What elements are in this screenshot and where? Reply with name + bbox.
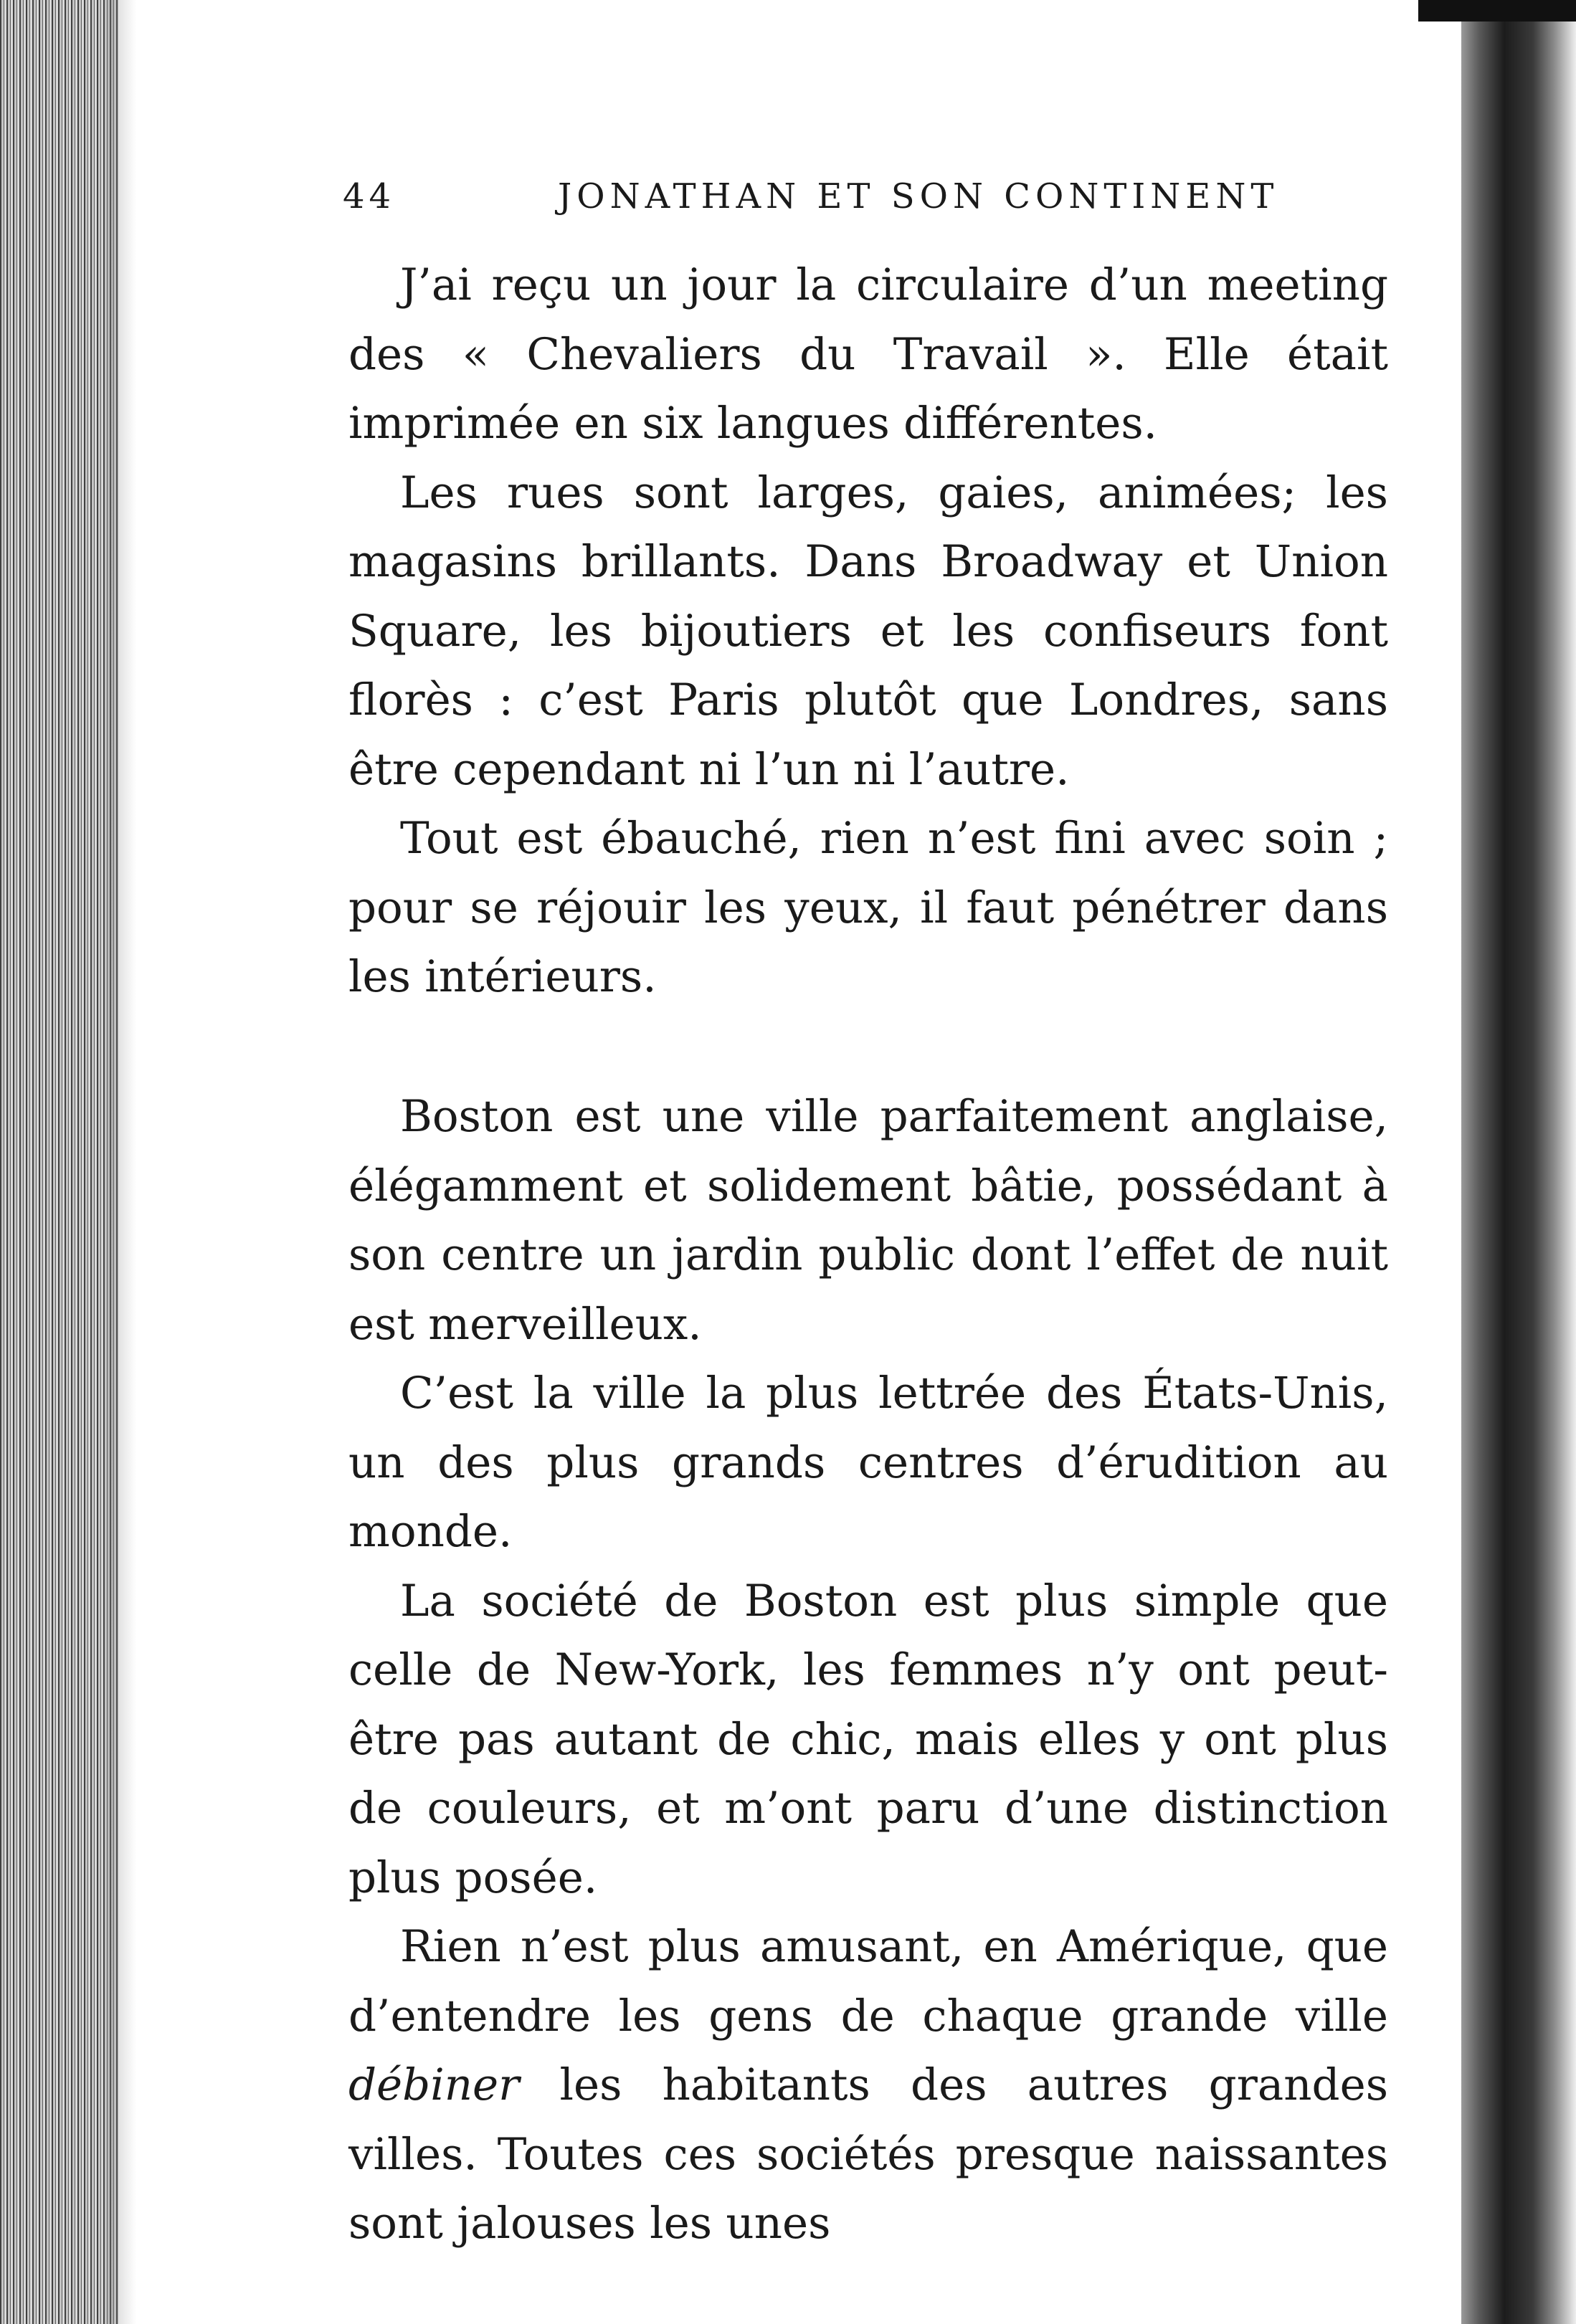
paragraph-last [348, 1913, 1388, 2259]
text-section-2 [348, 1082, 1388, 2259]
paragraph-text: les habitants des autres grandes villes. Toutes ces sociétés presque naissantes sont jalouses les unes [348, 2059, 1388, 2249]
paragraph-text: Rien n’est plus amusant, en Amérique, que d’entendre les gens de chaque grande ville [348, 1921, 1388, 2042]
emphasized-word: débiner [348, 2059, 520, 2110]
gutter-shadow [108, 0, 136, 2324]
binding-edge [1461, 0, 1576, 2324]
paragraph: C’est la ville la plus lettrée des États-Unis, un des plus grands centres d’érudition au monde. [348, 1368, 1388, 1557]
page-header [343, 176, 1390, 219]
paragraph: Les rues sont larges, gaies, animées; les magasins brillants. Dans Broadway et Union Square, les bijoutiers et les confiseurs font florès : c’est Paris plutôt que Londres, sans être cependant ni l’un ni l’autre. [348, 467, 1388, 795]
paragraph: Tout est ébauché, rien n’est fini avec soin ; pour se réjouir les yeux, il faut pénétrer dans les intérieurs. [348, 813, 1388, 1002]
text-section-1 [348, 251, 1388, 1012]
paragraph: La société de Boston est plus simple que celle de New-York, les femmes n’y ont peut-être pas autant de chic, mais elles y ont plus de couleurs, et m’ont paru d’une distinction plus posée. [348, 1575, 1388, 1903]
binding-edge-top [1418, 0, 1576, 22]
book-fore-edge [0, 0, 118, 2324]
running-title: JONATHAN ET SON CONTINENT [558, 176, 1279, 216]
page-number: 44 [343, 176, 396, 216]
paragraph: Boston est une ville parfaitement anglaise, élégamment et solidement bâtie, possédant à son centre un jardin public dont l’effet de nuit est merveilleux. [348, 1091, 1388, 1350]
paragraph: J’ai reçu un jour la circulaire d’un meeting des « Chevaliers du Travail ». Elle était imprimée en six langues différentes. [348, 259, 1388, 449]
